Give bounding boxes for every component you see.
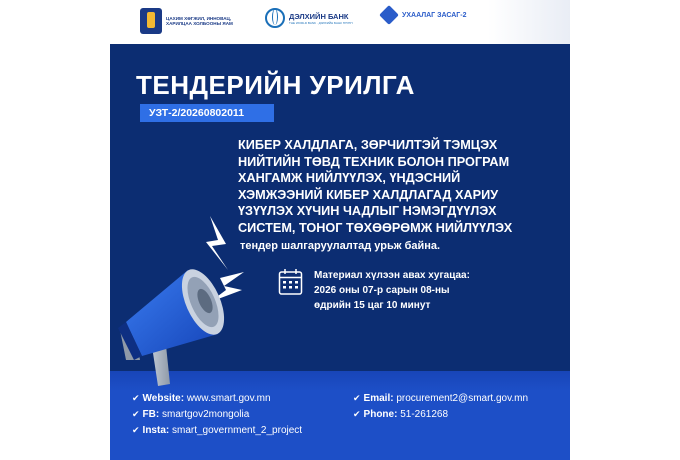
tender-code-badge: УЗТ-2/20260802011 xyxy=(140,104,274,122)
instagram-label: Insta: xyxy=(142,425,170,436)
description-line: СИСТЕМ, ТОНОГ ТӨХӨӨРӨМЖ НИЙЛҮҮЛЭХ xyxy=(238,220,513,235)
check-icon: ✔ xyxy=(353,393,361,403)
description-line: ҮЗҮҮЛЭХ ХҮЧИН ЧАДЛЫГ НЭМЭГДҮҮЛЭХ xyxy=(238,204,497,219)
ministry-logo-text: ЦАХИМ ХӨГЖИЛ, ИННОВАЦ, ХАРИЛЦАА ХОЛБООНЫ ЯАМ xyxy=(166,15,233,26)
instagram-link[interactable]: smart_government_2_project xyxy=(169,425,303,436)
website-link[interactable]: www.smart.gov.mn xyxy=(184,393,271,404)
facebook-label: FB: xyxy=(142,409,160,420)
tender-description xyxy=(238,137,558,237)
check-icon: ✔ xyxy=(132,393,140,403)
phone-label: Phone: xyxy=(363,409,398,420)
contact-email xyxy=(353,393,528,404)
poster-title: ТЕНДЕРИЙН УРИЛГА xyxy=(136,70,415,100)
contact-phone xyxy=(353,409,448,420)
contact-instagram xyxy=(132,425,302,436)
megaphone-icon xyxy=(112,210,262,400)
ministry-emblem-icon xyxy=(140,8,162,34)
world-bank-subtitle: THE WORLD BANK · ДЭЛХИЙН БАНК ГРУПП xyxy=(289,20,353,25)
description-line: КИБЕР ХАЛДЛАГА, ЗӨРЧИЛТЭЙ ТЭМЦЭХ xyxy=(238,138,498,152)
logo-header xyxy=(110,0,570,44)
deadline-line: өдрийн 15 цаг 10 минут xyxy=(314,300,431,311)
header-shadow xyxy=(488,0,570,44)
description-line: ХЭМЖЭЭНИЙ КИБЕР ХАЛДЛАГАД ХАРИУ xyxy=(238,187,499,202)
email-label: Email: xyxy=(363,393,394,404)
invitation-text: тендер шалгаруулалтад урьж байна. xyxy=(240,240,441,252)
email-link[interactable]: procurement2@smart.gov.mn xyxy=(393,393,529,404)
calendar-icon xyxy=(278,268,303,296)
smart-gov-name: УХААЛАГ ЗАСАГ-2 xyxy=(402,11,467,19)
submission-deadline xyxy=(314,268,470,313)
check-icon: ✔ xyxy=(353,409,361,419)
smart-gov-logo xyxy=(382,8,467,22)
description-line: НИЙТИЙН ТӨВД ТЕХНИК БОЛОН ПРОГРАМ xyxy=(238,154,510,169)
tender-poster xyxy=(110,0,570,460)
world-bank-logo xyxy=(265,8,352,28)
check-icon: ✔ xyxy=(132,409,140,419)
world-bank-globe-icon xyxy=(265,8,285,28)
smart-gov-logo-icon xyxy=(379,5,399,25)
world-bank-name: ДЭЛХИЙН БАНК xyxy=(289,11,349,21)
ministry-logo xyxy=(140,8,238,34)
contact-website xyxy=(132,393,271,404)
website-label: Website: xyxy=(142,393,185,404)
phone-link[interactable]: 51-261268 xyxy=(397,409,449,420)
lightning-icon xyxy=(206,216,228,270)
deadline-line: 2026 оны 07-р сарын 08-ны xyxy=(314,285,450,296)
check-icon: ✔ xyxy=(132,425,140,435)
facebook-link[interactable]: smartgov2mongolia xyxy=(159,409,250,420)
deadline-line: Материал хүлээн авах хугацаа: xyxy=(314,270,470,281)
contact-facebook xyxy=(132,409,249,420)
description-line: ХАНГАМЖ НИЙЛҮҮЛЭХ, ҮНДЭСНИЙ xyxy=(238,171,461,186)
